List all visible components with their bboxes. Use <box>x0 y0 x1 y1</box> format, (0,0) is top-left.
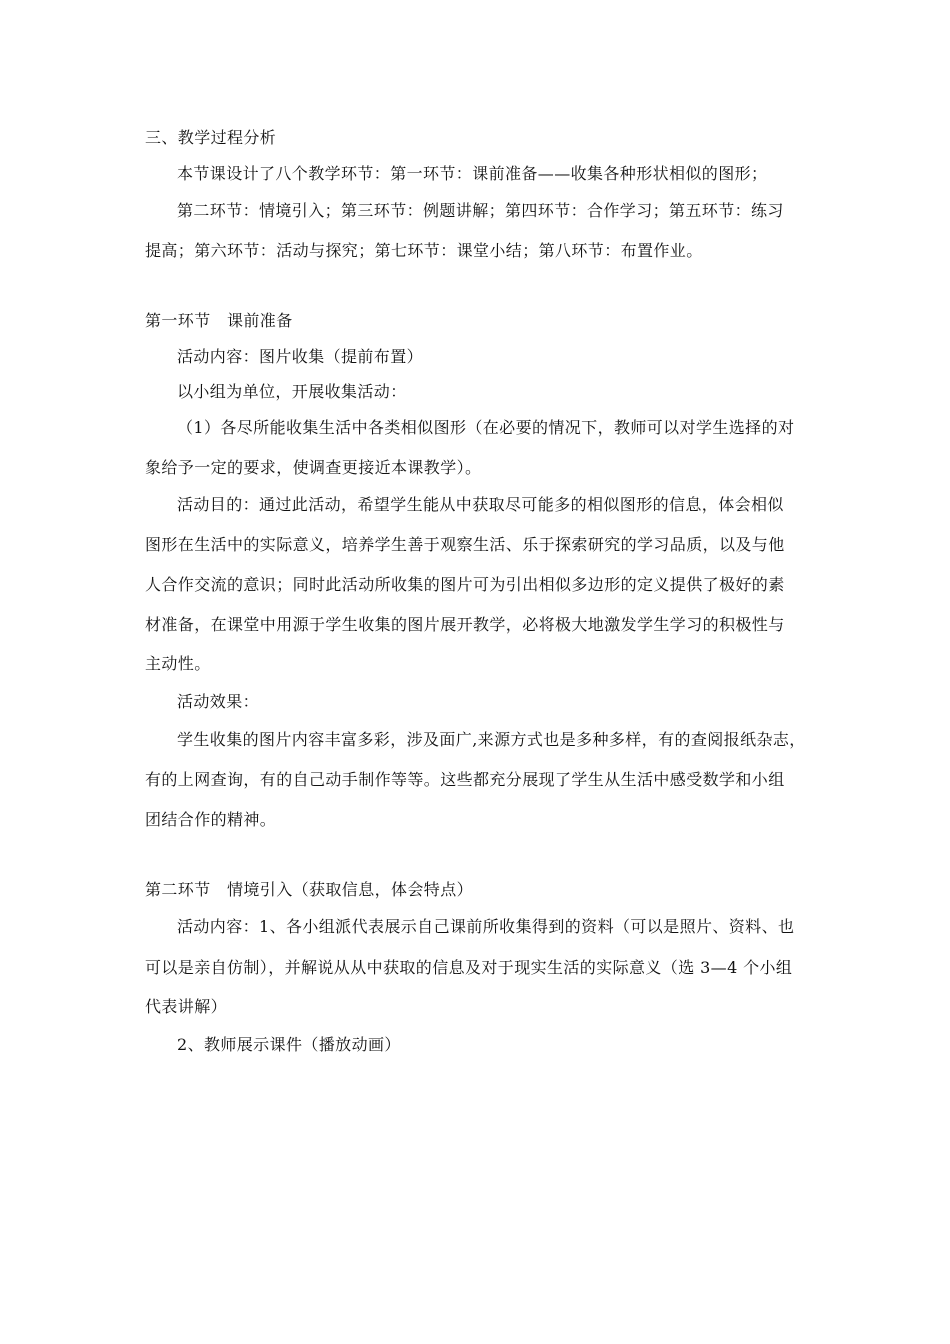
part1-purpose-line: 主动性。 <box>145 654 211 673</box>
part1-item1-line: 象给予一定的要求，使调查更接近本课教学）。 <box>145 458 482 477</box>
part1-heading: 第一环节 课前准备 <box>145 311 293 330</box>
part1-content-label: 活动内容：图片收集（提前布置） <box>177 347 424 366</box>
part2-heading: 第二环节 情境引入（获取信息，体会特点） <box>145 880 474 899</box>
part1-effect-line: 有的上网查询，有的自己动手制作等等。这些都充分展现了学生从生活中感受数学和小组 <box>145 770 785 789</box>
part1-effect-line: 团结合作的精神。 <box>145 810 277 829</box>
section-heading: 三、教学过程分析 <box>145 128 277 147</box>
intro-paragraph-line: 提高；第六环节：活动与探究；第七环节：课堂小结；第八环节：布置作业。 <box>145 241 703 260</box>
part1-effect-line: 学生收集的图片内容丰富多彩，涉及面广,来源方式也是多种多样，有的查阅报纸杂志， <box>177 730 806 749</box>
part1-purpose-line: 活动目的：通过此活动，希望学生能从中获取尽可能多的相似图形的信息，体会相似 <box>177 495 784 514</box>
part1-purpose-line: 图形在生活中的实际意义，培养学生善于观察生活、乐于探索研究的学习品质，以及与他 <box>145 535 785 554</box>
part2-content-line: 代表讲解） <box>145 997 228 1016</box>
part1-item1-line: （1）各尽所能收集生活中各类相似图形（在必要的情况下，教师可以对学生选择的对 <box>177 418 795 437</box>
part1-group-line: 以小组为单位，开展收集活动： <box>177 382 407 401</box>
part2-content-line: 可以是亲自仿制），并解说从从中获取的信息及对于现实生活的实际意义（选 3—4 个小组 <box>145 958 793 977</box>
part1-purpose-line: 材准备，在课堂中用源于学生收集的图片展开教学，必将极大地激发学生学习的积极性与 <box>145 615 785 634</box>
part1-effect-label: 活动效果： <box>177 692 260 711</box>
intro-paragraph-line: 本节课设计了八个教学环节：第一环节：课前准备——收集各种形状相似的图形； <box>177 164 768 183</box>
part1-purpose-line: 人合作交流的意识；同时此活动所收集的图片可为引出相似多边形的定义提供了极好的素 <box>145 575 785 594</box>
part2-content-line: 活动内容：1、各小组派代表展示自己课前所收集得到的资料（可以是照片、资料、也 <box>177 917 795 936</box>
part2-step2-line: 2、教师展示课件（播放动画） <box>177 1035 401 1054</box>
intro-paragraph-line: 第二环节：情境引入；第三环节：例题讲解；第四环节：合作学习；第五环节：练习 <box>177 201 784 220</box>
